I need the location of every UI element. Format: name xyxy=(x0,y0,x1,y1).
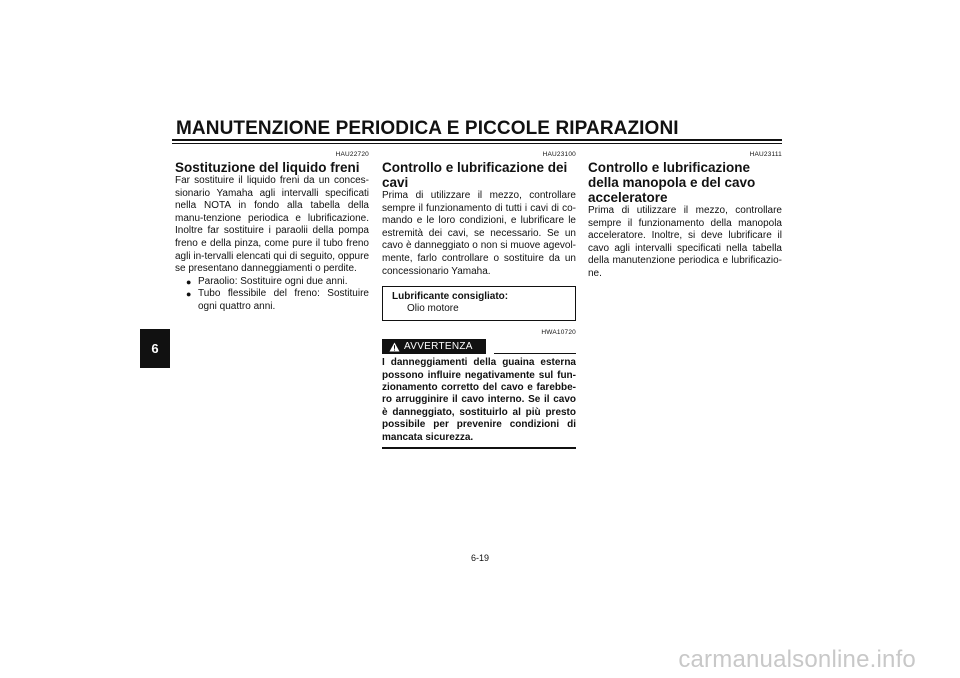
warning-header xyxy=(382,339,576,355)
warning-code: HWA10720 xyxy=(541,329,576,337)
bullet-icon: ● xyxy=(186,276,192,287)
warning-triangle-icon xyxy=(389,342,400,352)
warning-text: I danneggiamenti della guaina esterna possono influire negativamente sul fun-zionamento corretto del cavo e farebbe-ro arrugginire il cavo interno. Se il cavo è danneggiato, sostituirlo al più presto possibile per prevenire condizioni di mancata sicurezza. xyxy=(382,357,576,443)
header-rule xyxy=(172,139,782,141)
column-brake-fluid xyxy=(175,151,369,314)
section-body: Far sostituire il liquido freni da un conces-sionario Yamaha agli intervalli specificati nella NOTA in fondo alla tabella della manu-tenzione periodica e lubrificazione. Inoltre far sostituire i paraolii della pompa freno e della pinza, come pure il tubo freno agli in-tervalli elencati qui di seguito, oppure se presentano danneggiamenti o perdite. xyxy=(175,175,370,275)
list-item xyxy=(186,288,369,313)
section-code: HAU23100 xyxy=(542,151,576,158)
bullet-icon: ● xyxy=(186,289,192,300)
section-body: Prima di utilizzare il mezzo, controllare sempre il funzionamento della manopola acceleratore. Inoltre, si deve lubrificare il cavo agli intervalli specificati nella tabella della manutenzione periodica e lubrificazio-ne. xyxy=(588,205,782,279)
warning-label: AVVERTENZA xyxy=(404,341,473,353)
page-title: MANUTENZIONE PERIODICA E PICCOLE RIPARAZIONI xyxy=(176,118,679,139)
warning-bottom-rule xyxy=(382,447,576,449)
section-code: HAU22720 xyxy=(335,151,369,158)
header-rule-thin xyxy=(172,143,782,144)
list-item-text: Tubo flessibile del freno: Sostituire ogni quattro anni. xyxy=(198,288,369,312)
section-heading: Controllo e lubrificazione dei cavi xyxy=(382,160,568,190)
lubricant-spec-box xyxy=(382,286,576,321)
page-number: 6-19 xyxy=(470,553,489,563)
section-heading: Controllo e lubrificazione della manopola e del cavo acceleratore xyxy=(588,160,756,205)
spec-label: Lubrificante consigliato: xyxy=(392,291,509,303)
watermark: carmanualsonline.info xyxy=(678,646,916,673)
list-item-text: Paraolio: Sostituire ogni due anni. xyxy=(198,275,348,287)
list-item xyxy=(186,276,369,289)
section-heading: Sostituzione del liquido freni xyxy=(175,160,360,175)
spec-value: Olio motore xyxy=(407,303,459,315)
column-cables xyxy=(382,151,576,449)
bullet-list xyxy=(175,276,369,314)
warning-badge xyxy=(382,339,486,354)
chapter-tab: 6 xyxy=(140,329,170,368)
column-throttle xyxy=(588,151,782,281)
section-body: Prima di utilizzare il mezzo, controllare sempre il funzionamento di tutti i cavi di co-mando e le loro condizioni, e lubrificare le estremità dei cavi, se necessario. Se un cavo è danneggiato o non si muove agevol-mente, farlo controllare o sostituire da un concessionario Yamaha. xyxy=(382,190,576,277)
warning-rule xyxy=(494,353,576,354)
section-code: HAU23111 xyxy=(749,151,782,158)
